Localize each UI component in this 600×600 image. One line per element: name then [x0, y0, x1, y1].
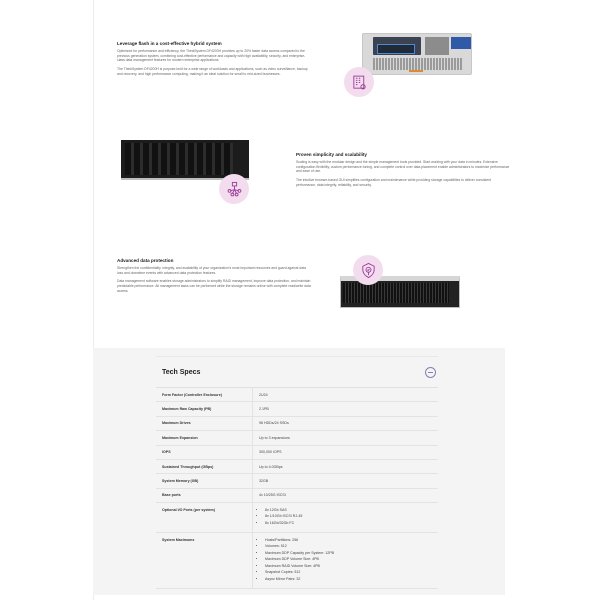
table-row	[156, 388, 438, 402]
spec-value: 2U24	[253, 388, 439, 402]
tech-specs-header[interactable]	[156, 356, 438, 388]
feature-paragraph: The ThinkSystem DF4200H is purpose-built for a wide range of workloads and applications, such as video surveillance, backup and recovery, and high performance computing, making it an ideal solution for small to mid-sized businesses.	[117, 67, 308, 76]
spec-value: 300,000 IOPS	[253, 445, 439, 459]
list-item: • 8x 12Gb SAS	[265, 508, 438, 512]
spec-value: 96 HDDs/24 SSDs	[253, 416, 439, 430]
table-row	[156, 532, 438, 588]
feature-paragraph: Data management software enables storage administrators to simplify RAID management, improve data protection, and maintain predictable performance. All management tasks can be performed while the storage remains online with complete read/write data access.	[117, 279, 311, 293]
spec-value-list	[253, 503, 439, 533]
collapse-minus-icon[interactable]	[425, 367, 436, 378]
table-row	[156, 416, 438, 430]
server-rear-image	[362, 33, 472, 75]
list-item: • Async Mirror Pairs: 32	[265, 577, 438, 581]
spec-label: Optional I/O Ports (per system)	[156, 503, 253, 533]
list-item: • 8x 16Gb/32Gb FC	[265, 521, 438, 525]
spec-label: IOPS	[156, 445, 253, 459]
spec-value: Up to 3 expansions	[253, 431, 439, 445]
spec-label: System Maximums	[156, 532, 253, 588]
table-row	[156, 431, 438, 445]
spec-label: Maximum Expansion	[156, 431, 253, 445]
table-row	[156, 488, 438, 502]
spec-label: Maximum Raw Capacity (PB)	[156, 402, 253, 416]
tech-specs-title: Tech Specs	[162, 368, 201, 376]
feature-title: Leverage flash in a cost-effective hybrid system	[117, 41, 222, 46]
feature-paragraph: Optimized for performance and efficiency, the ThinkSystem DF4200H provides up to 20% faster data access compared to the previous generation system, combining cost-effective performance and capacity with high availability, security, and enterprise-class data management features for modern enterprise applications.	[117, 49, 306, 63]
table-row	[156, 402, 438, 416]
feature-simplicity-scalability	[296, 152, 511, 192]
feature-paragraph: Strengthen the confidentiality, integrity, and availability of your organization's most important resources and guard against data loss and downtime events with advanced data protection features.	[117, 266, 306, 275]
list-item: • Hosts/Partitions: 256	[265, 538, 438, 542]
list-item: • Volumes: 512	[265, 544, 438, 548]
spec-label: Sustained Throughput (GBps)	[156, 459, 253, 473]
feature-paragraph: Scaling is easy with the modular design and the simple management tools provided. Start working with your data in minutes. Extensive configuration flexibility, custom performance tuning, and complete control over data placement enable administrators to maximize performance and ease of use.	[296, 160, 510, 174]
list-item: • Snapshot Copies: 512	[265, 570, 438, 574]
spec-value: 32GB	[253, 474, 439, 488]
table-row	[156, 474, 438, 488]
specs-table	[156, 388, 438, 589]
spec-value-list	[253, 532, 439, 588]
feature-data-protection	[117, 258, 312, 298]
spec-value: 4x 10/25G iSCSI	[253, 488, 439, 502]
feature-hybrid-system	[117, 41, 312, 81]
building-gear-icon	[344, 67, 374, 97]
spec-label: Maximum Drives	[156, 416, 253, 430]
list-item: • Maximum RAID Volume Size: 4PB	[265, 564, 438, 568]
spec-value: Up to 4.0GBps	[253, 459, 439, 473]
feature-paragraph: The intuitive browser-based GUI simplifies configuration and maintenance while providing storage capabilities to deliver consistent performance, data integrity, reliability, and security.	[296, 178, 492, 187]
spec-value: 2.1PB	[253, 402, 439, 416]
feature-title: Advanced data protection	[117, 258, 174, 263]
spec-label: System Memory (GB)	[156, 474, 253, 488]
tech-specs-section	[93, 348, 505, 595]
table-row	[156, 459, 438, 473]
list-item: • Maximum DDP Volume Size: 4PB	[265, 557, 438, 561]
spec-label: Base ports	[156, 488, 253, 502]
table-row	[156, 445, 438, 459]
tech-specs-card	[156, 356, 438, 589]
spec-label: Form Factor (Controller Enclosure)	[156, 388, 253, 402]
feature-title: Proven simplicity and scalability	[296, 152, 367, 157]
list-item: • 8x 1/10Gb iSCSI RJ-45	[265, 514, 438, 518]
table-row	[156, 503, 438, 533]
shield-check-icon	[353, 255, 383, 285]
network-nodes-icon	[219, 174, 249, 204]
list-item: • Maximum DDP Capacity per System: 12PB	[265, 551, 438, 555]
